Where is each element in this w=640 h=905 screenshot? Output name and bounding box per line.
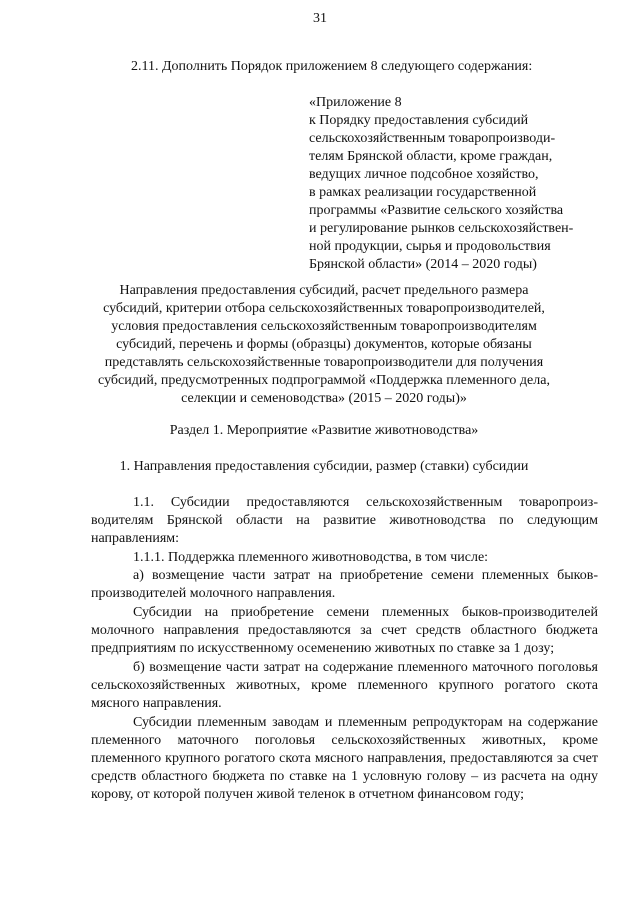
document-title (40, 282, 608, 408)
title-line: субсидий, перечень и формы (образцы) документов, которые обязаны (116, 337, 532, 352)
body-paragraph: а) возмещение части затрат на приобретение семени племенных быков-производителей молочного направления. (91, 568, 598, 601)
title-line: селекции и семеноводства» (2015 – 2020 годы)» (181, 391, 467, 406)
body-paragraph: б) возмещение части затрат на содержание племенного маточного поголовья сельскохозяйственных животных, кроме племенного крупного рогатого скота мясного направления. (91, 660, 598, 711)
title-line: Направления предоставления субсидий, расчет предельного размера (119, 283, 529, 298)
appendix-line: Брянской области» (2014 – 2020 годы) (309, 257, 537, 272)
appendix-line: к Порядку предоставления субсидий (309, 113, 529, 128)
appendix-line: сельскохозяйственным товаропроизводи- (309, 131, 556, 146)
appendix-line: «Приложение 8 (309, 95, 402, 110)
body-paragraph: Субсидии на приобретение семени племенных быков-производителей молочного направления предоставляются за счет средств областного бюджета предприятиям по искусственному осеменению животных по ставке за 1 дозу; (91, 605, 598, 656)
appendix-header (309, 94, 609, 274)
appendix-line: телям Брянской области, кроме граждан, (309, 149, 553, 164)
body-paragraph: 1.1. Субсидии предоставляются сельскохозяйственным товаропроизводителям Брянской области на развитие животноводства по следующим направлениям: (91, 495, 598, 546)
title-line: представлять сельскохозяйственные товаропроизводители для получения (104, 355, 544, 370)
body-paragraph: 1.1.1. Поддержка племенного животноводства, в том числе: (133, 550, 489, 565)
appendix-line: ведущих личное подсобное хозяйство, (309, 167, 539, 182)
subsection-title: 1. Направления предоставления субсидии, размер (ставки) субсидии (119, 459, 529, 474)
document-body (91, 486, 598, 804)
body-paragraph: Субсидии племенным заводам и племенным репродукторам на содержание племенного маточного поголовья сельскохозяйственных животных, кроме племенного крупного рогатого скота мясного направления, предоставляются за счет средств областного бюджета по ставке на 1 условную голову – из расчета на одну корову, от которой получен живой теленок в отчетном финансовом году; (91, 715, 598, 802)
page-number: 31 (313, 11, 327, 26)
intro-paragraph: 2.11. Дополнить Порядок приложением 8 следующего содержания: (131, 59, 533, 74)
title-line: субсидий, критерии отбора сельскохозяйственных товаропроизводителей, (103, 301, 545, 316)
section-title: Раздел 1. Мероприятие «Развитие животноводства» (169, 423, 479, 438)
appendix-line: в рамках реализации государственной (309, 185, 537, 200)
appendix-line: ной продукции, сырья и продовольствия (309, 239, 551, 254)
appendix-line: и регулирование рынков сельскохозяйствен- (309, 221, 574, 236)
title-line: субсидий, предусмотренных подпрограммой «Поддержка племенного дела, (98, 373, 550, 388)
title-line: условия предоставления сельскохозяйственным товаропроизводителям (111, 319, 537, 334)
appendix-line: программы «Развитие сельского хозяйства (309, 203, 564, 218)
